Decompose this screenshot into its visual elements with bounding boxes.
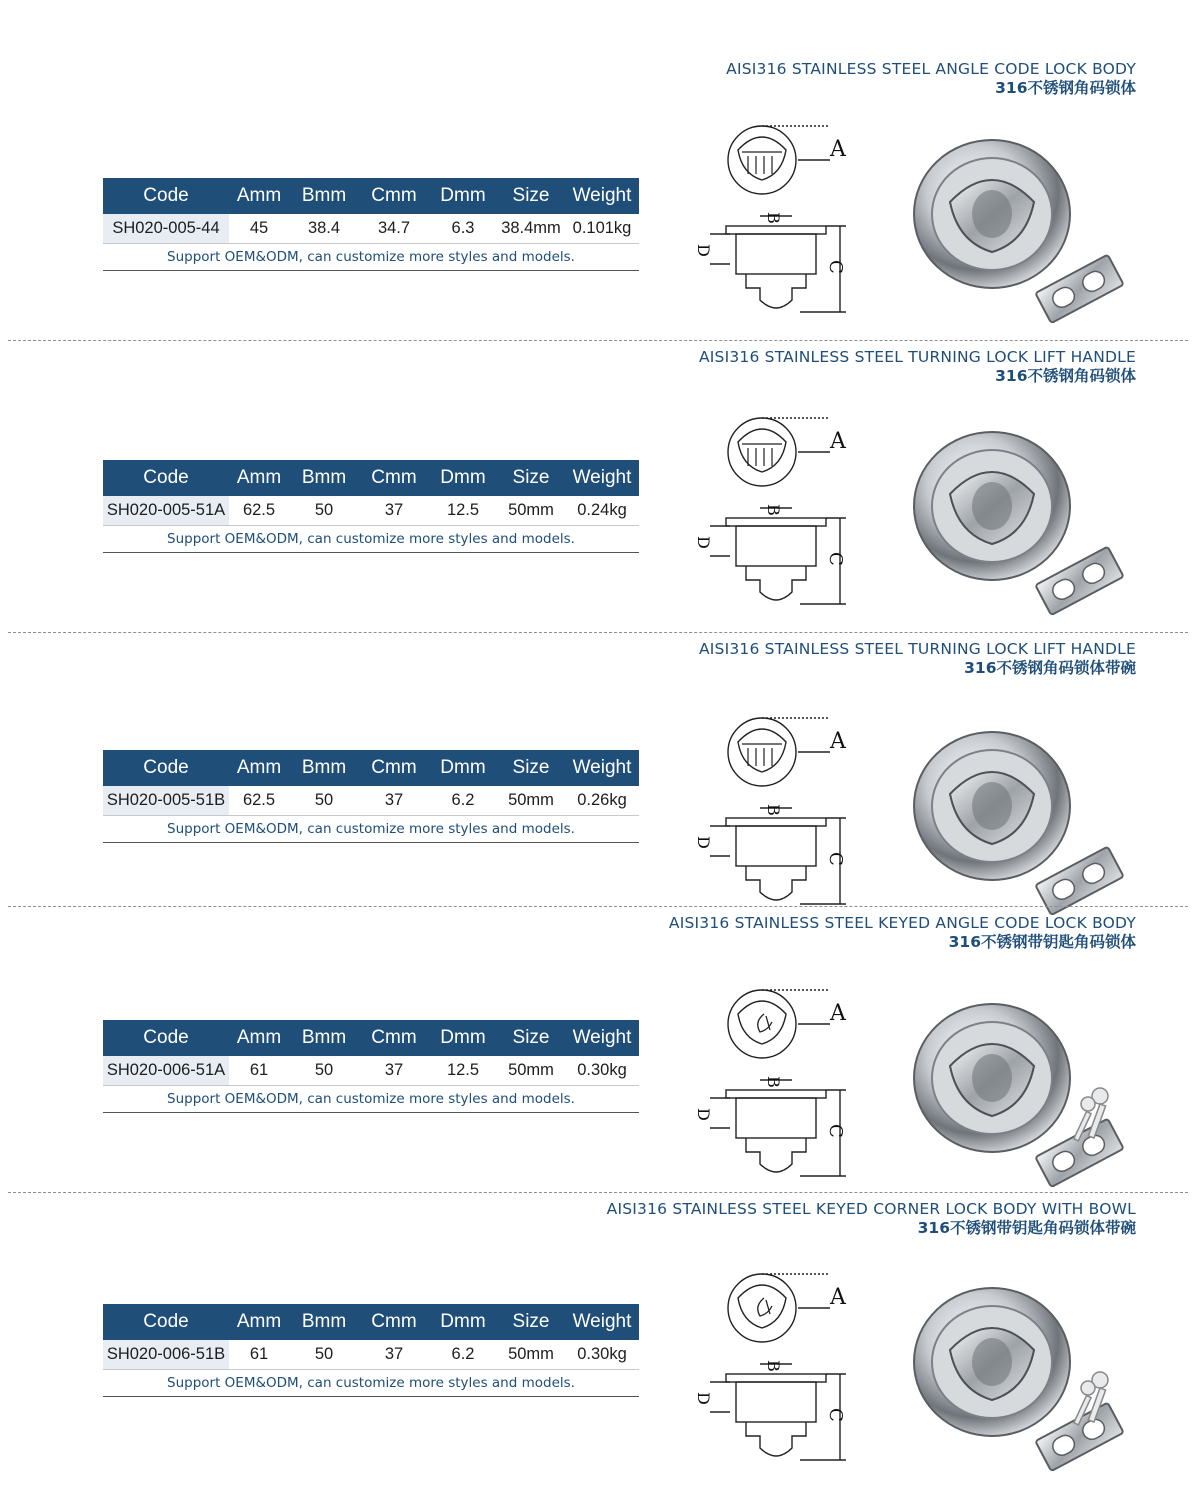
spec-value: 50mm: [497, 786, 565, 816]
product-code: SH020-006-51B: [103, 1340, 229, 1370]
drawing-container: [680, 122, 860, 332]
product-title: [726, 60, 1136, 97]
technical-drawing: [680, 414, 860, 624]
product-photo: [900, 1270, 1140, 1480]
dim-label-d: D: [694, 244, 713, 257]
note-row: [103, 816, 639, 843]
spec-value: 45: [229, 214, 289, 244]
technical-drawing: [680, 122, 860, 332]
product-title-en: AISI316 STAINLESS STEEL KEYED ANGLE CODE LOCK BODY: [668, 914, 1136, 932]
oem-note: Support OEM&ODM, can customize more styles and models.: [103, 526, 639, 553]
column-header: Size: [497, 750, 565, 786]
dim-label-a: A: [830, 1001, 846, 1026]
oem-note: Support OEM&ODM, can customize more styles and models.: [103, 816, 639, 843]
dim-label-b: B: [764, 1076, 783, 1088]
product-title-en: AISI316 STAINLESS STEEL ANGLE CODE LOCK BODY: [726, 60, 1136, 78]
product-section: [0, 60, 1200, 340]
column-header: Bmm: [289, 178, 359, 214]
column-header: Cmm: [359, 178, 429, 214]
product-code: SH020-005-44: [103, 214, 229, 244]
spec-table: [103, 1020, 639, 1113]
photo-container: [900, 1270, 1140, 1480]
column-header: Dmm: [429, 460, 497, 496]
product-code: SH020-006-51A: [103, 1056, 229, 1086]
product-title-cn: 316不锈钢带钥匙角码锁体: [948, 933, 1136, 951]
spec-value: 50mm: [497, 496, 565, 526]
spec-table: [103, 460, 639, 553]
column-header: Dmm: [429, 750, 497, 786]
photo-container: [900, 414, 1140, 624]
spec-value: 50: [289, 786, 359, 816]
spec-value: 0.101kg: [565, 214, 639, 244]
product-title-cn: 316不锈钢角码锁体带碗: [964, 659, 1136, 677]
column-header: Size: [497, 1304, 565, 1340]
column-header: Cmm: [359, 1304, 429, 1340]
table-row: [103, 786, 639, 816]
product-code: SH020-005-51B: [103, 786, 229, 816]
dim-label-b: B: [764, 504, 783, 516]
column-header: Amm: [229, 1304, 289, 1340]
dim-label-d: D: [694, 1392, 713, 1405]
dim-label-c: C: [825, 552, 846, 566]
drawing-container: [680, 714, 860, 924]
column-header: Dmm: [429, 178, 497, 214]
dim-label-b: B: [764, 804, 783, 816]
column-header: Amm: [229, 460, 289, 496]
column-header: Size: [497, 1020, 565, 1056]
column-header: Dmm: [429, 1304, 497, 1340]
spec-value: 38.4mm: [497, 214, 565, 244]
spec-value: 50mm: [497, 1056, 565, 1086]
product-title-cn: 316不锈钢角码锁体: [995, 367, 1136, 385]
column-header: Size: [497, 178, 565, 214]
oem-note: Support OEM&ODM, can customize more styles and models.: [103, 244, 639, 271]
dim-label-a: A: [830, 137, 846, 162]
column-header: Weight: [565, 460, 639, 496]
oem-note: Support OEM&ODM, can customize more styles and models.: [103, 1370, 639, 1397]
dim-label-c: C: [825, 852, 846, 866]
product-photo: [900, 714, 1140, 924]
dim-label-a: A: [830, 429, 846, 454]
technical-drawing: [680, 986, 860, 1196]
column-header: Weight: [565, 1304, 639, 1340]
dim-label-c: C: [825, 260, 846, 274]
spec-value: 37: [359, 786, 429, 816]
column-header: Amm: [229, 750, 289, 786]
table-row: [103, 496, 639, 526]
product-title: [699, 640, 1136, 677]
dim-label-c: C: [825, 1408, 846, 1422]
dim-label-d: D: [694, 536, 713, 549]
photo-container: [900, 986, 1140, 1196]
column-header: Bmm: [289, 1304, 359, 1340]
column-header: Code: [103, 1304, 229, 1340]
column-header: Cmm: [359, 1020, 429, 1056]
spec-value: 37: [359, 496, 429, 526]
column-header: Size: [497, 460, 565, 496]
spec-table: [103, 750, 639, 843]
spec-value: 50: [289, 496, 359, 526]
product-code: SH020-005-51A: [103, 496, 229, 526]
spec-value: 12.5: [429, 496, 497, 526]
spec-value: 6.2: [429, 786, 497, 816]
column-header: Code: [103, 178, 229, 214]
product-title: [669, 914, 1136, 951]
section-divider: [8, 906, 1188, 907]
note-row: [103, 1370, 639, 1397]
column-header: Bmm: [289, 750, 359, 786]
spec-value: 6.3: [429, 214, 497, 244]
spec-value: 50: [289, 1340, 359, 1370]
spec-value: 61: [229, 1056, 289, 1086]
note-row: [103, 526, 639, 553]
spec-value: 0.30kg: [565, 1340, 639, 1370]
product-section: [0, 348, 1200, 628]
spec-value: 6.2: [429, 1340, 497, 1370]
spec-value: 12.5: [429, 1056, 497, 1086]
spec-value: 50: [289, 1056, 359, 1086]
product-title-cn: 316不锈钢带钥匙角码锁体带碗: [917, 1219, 1136, 1237]
section-divider: [8, 340, 1188, 341]
column-header: Bmm: [289, 460, 359, 496]
section-divider: [8, 1192, 1188, 1193]
spec-value: 34.7: [359, 214, 429, 244]
photo-container: [900, 122, 1140, 332]
column-header: Bmm: [289, 1020, 359, 1056]
product-section: [0, 1200, 1200, 1480]
table-row: [103, 1340, 639, 1370]
column-header: Code: [103, 460, 229, 496]
dim-label-d: D: [694, 836, 713, 849]
note-row: [103, 1086, 639, 1113]
dim-label-a: A: [830, 729, 846, 754]
table-header-row: [103, 178, 639, 214]
column-header: Code: [103, 1020, 229, 1056]
product-title: [607, 1200, 1136, 1237]
product-title-en: AISI316 STAINLESS STEEL KEYED CORNER LOCK BODY WITH BOWL: [606, 1200, 1136, 1218]
spec-value: 62.5: [229, 496, 289, 526]
column-header: Amm: [229, 178, 289, 214]
drawing-container: [680, 986, 860, 1196]
spec-value: 37: [359, 1340, 429, 1370]
column-header: Cmm: [359, 750, 429, 786]
column-header: Weight: [565, 750, 639, 786]
product-title-cn: 316不锈钢角码锁体: [995, 79, 1136, 97]
column-header: Amm: [229, 1020, 289, 1056]
spec-value: 50mm: [497, 1340, 565, 1370]
note-row: [103, 244, 639, 271]
product-section: [0, 914, 1200, 1194]
table-row: [103, 214, 639, 244]
spec-table: [103, 1304, 639, 1397]
product-photo: [900, 986, 1140, 1196]
column-header: Cmm: [359, 460, 429, 496]
spec-value: 38.4: [289, 214, 359, 244]
table-header-row: [103, 460, 639, 496]
product-section: [0, 640, 1200, 920]
product-photo: [900, 414, 1140, 624]
column-header: Weight: [565, 1020, 639, 1056]
product-title-en: AISI316 STAINLESS STEEL TURNING LOCK LIFT HANDLE: [698, 640, 1136, 658]
column-header: Code: [103, 750, 229, 786]
product-title: [699, 348, 1136, 385]
spec-value: 0.30kg: [565, 1056, 639, 1086]
column-header: Dmm: [429, 1020, 497, 1056]
oem-note: Support OEM&ODM, can customize more styles and models.: [103, 1086, 639, 1113]
photo-container: [900, 714, 1140, 924]
column-header: Weight: [565, 178, 639, 214]
dim-label-d: D: [694, 1108, 713, 1121]
product-photo: [900, 122, 1140, 332]
spec-value: 0.24kg: [565, 496, 639, 526]
technical-drawing: [680, 714, 860, 924]
dim-label-a: A: [830, 1285, 846, 1310]
drawing-container: [680, 1270, 860, 1480]
spec-value: 37: [359, 1056, 429, 1086]
dim-label-b: B: [764, 1360, 783, 1372]
table-header-row: [103, 1304, 639, 1340]
product-title-en: AISI316 STAINLESS STEEL TURNING LOCK LIFT HANDLE: [698, 348, 1136, 366]
section-divider: [8, 632, 1188, 633]
dim-label-c: C: [825, 1124, 846, 1138]
spec-value: 61: [229, 1340, 289, 1370]
drawing-container: [680, 414, 860, 624]
spec-value: 62.5: [229, 786, 289, 816]
table-header-row: [103, 1020, 639, 1056]
spec-table: [103, 178, 639, 271]
table-row: [103, 1056, 639, 1086]
technical-drawing: [680, 1270, 860, 1480]
dim-label-b: B: [764, 212, 783, 224]
spec-value: 0.26kg: [565, 786, 639, 816]
table-header-row: [103, 750, 639, 786]
